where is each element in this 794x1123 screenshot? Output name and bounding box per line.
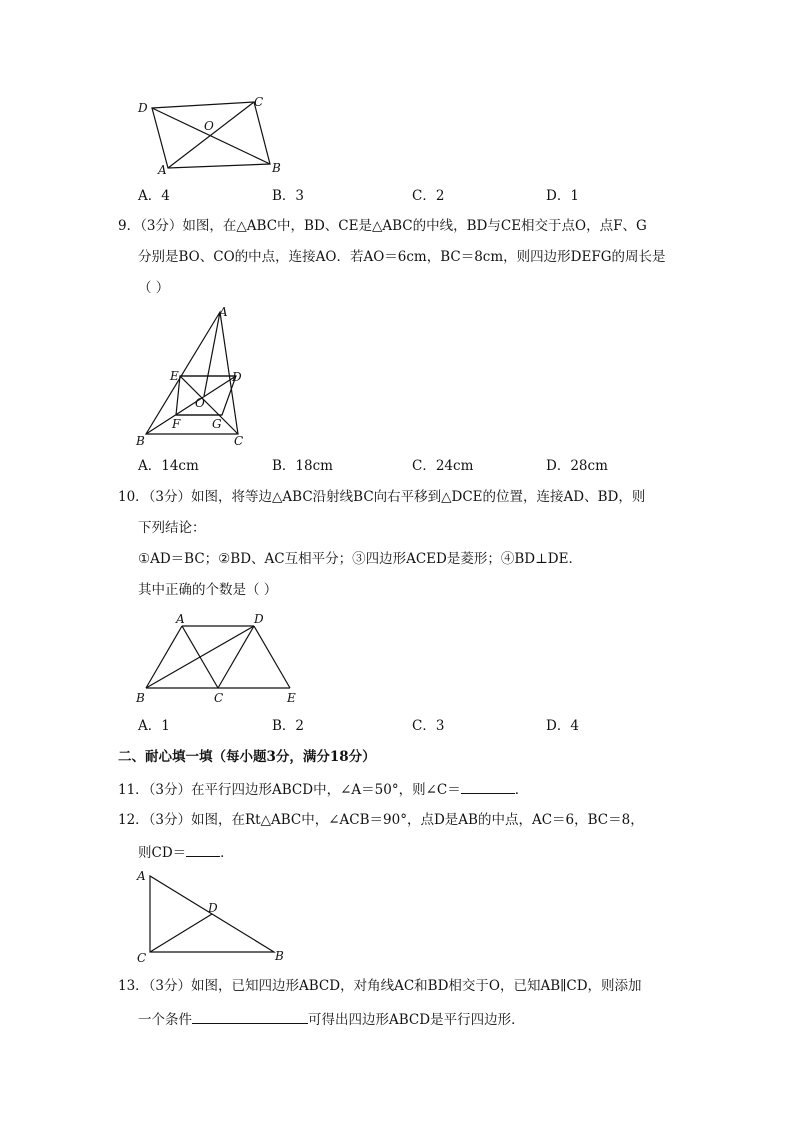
label-b: B [136,434,145,448]
segment-ba [146,626,182,688]
q9-stem-line2: 分别是BO、CO的中点，连接AO．若AO＝6cm，BC＝8cm，则四边形DEFG的周长是 [138,249,666,265]
label-g: G [212,417,222,431]
label-c: C [214,691,224,705]
label-d: D [254,612,264,626]
label-e: E [170,369,179,383]
q9-option-a: A．14cm [138,458,199,474]
label-e: E [287,691,296,705]
q13-text-b: 可得出四边形ABCD是平行四边形． [308,1012,525,1028]
q10-option-a: A．1 [138,718,170,734]
q12-text: 则CD＝ [138,845,187,861]
q13-answer-blank[interactable] [192,1009,308,1024]
median-cd [150,914,212,952]
segment-bd [146,626,254,688]
q8-parallelogram-figure [130,92,300,182]
q13-stem-line1: 13．（3分）如图，已知四边形ABCD，对角线AC和BD相交于O，已知AB∥CD，则添加 [118,978,642,994]
label-f: F [172,417,181,431]
q9-option-c: C．24cm [412,458,474,474]
q10-option-b: B．2 [272,718,305,734]
q10-stem-line2: 下列结论： [138,520,206,536]
median-be [146,376,236,434]
q10-option-d: D．4 [546,718,579,734]
label-d: D [138,101,148,115]
label-b: B [136,691,145,705]
q10-stem-line1: 10．（3分）如图，将等边△ABC沿射线BC向右平移到△DCE的位置，连接AD、BD，则 [118,489,646,505]
q9-option-d: D．28cm [546,458,608,474]
q10-option-c: C．3 [412,718,445,734]
q11-stem [118,779,528,799]
section-2-heading: 二、耐心填一填（每小题3分，满分18分） [118,749,376,765]
label-c: C [254,95,264,109]
q8-option-b: B．3 [272,188,305,204]
triangle-abc [146,312,238,434]
q10-stem-line4: 其中正确的个数是（ ） [138,582,278,598]
label-b: B [272,161,281,175]
segment-de [254,626,290,688]
q13-stem-line2 [138,1009,525,1029]
label-c: C [137,951,147,965]
q11-end: ． [514,782,529,798]
q12-answer-blank[interactable] [186,842,220,857]
diagonal-ac [168,102,254,168]
q9-option-b: B．18cm [272,458,333,474]
q8-option-c: C．2 [412,188,445,204]
q13-text-a: 一个条件 [138,1012,192,1028]
median-ce [180,376,238,434]
label-a: A [158,163,167,177]
label-o: O [204,119,214,133]
label-b: B [275,949,284,963]
q10-stem-line3: ①AD＝BC；②BD、AC互相平分；③四边形ACED是菱形；④BD⊥DE． [138,551,582,567]
q12-right-triangle-figure [132,866,292,966]
q8-option-a: A．4 [138,188,170,204]
diagonal-bd [152,108,270,164]
q8-option-d: D．1 [546,188,579,204]
q10-translation-figure [132,610,312,710]
q11-answer-blank[interactable] [461,779,515,794]
q12-end: ． [220,845,234,861]
q9-stem-line1: 9．（3分）如图，在△ABC中，BD、CE是△ABC的中线，BD与CE相交于点O，点F、G [118,218,647,234]
label-a: A [137,869,146,883]
q9-stem-line3: （ ） [138,280,170,296]
label-d: D [208,901,218,915]
label-o: O [195,396,205,410]
label-a: A [219,305,228,319]
label-c: C [234,434,244,448]
q12-stem-line2 [138,842,234,862]
q12-stem-line1: 12．（3分）如图，在Rt△ABC中，∠ACB＝90°，点D是AB的中点，AC＝6，BC＝8， [118,812,644,828]
label-a: A [176,612,185,626]
segment-cd [218,626,254,688]
label-d: D [232,370,242,384]
q9-triangle-figure [132,304,262,454]
q11-text: 11．（3分）在平行四边形ABCD中，∠A＝50°，则∠C＝ [118,782,461,798]
